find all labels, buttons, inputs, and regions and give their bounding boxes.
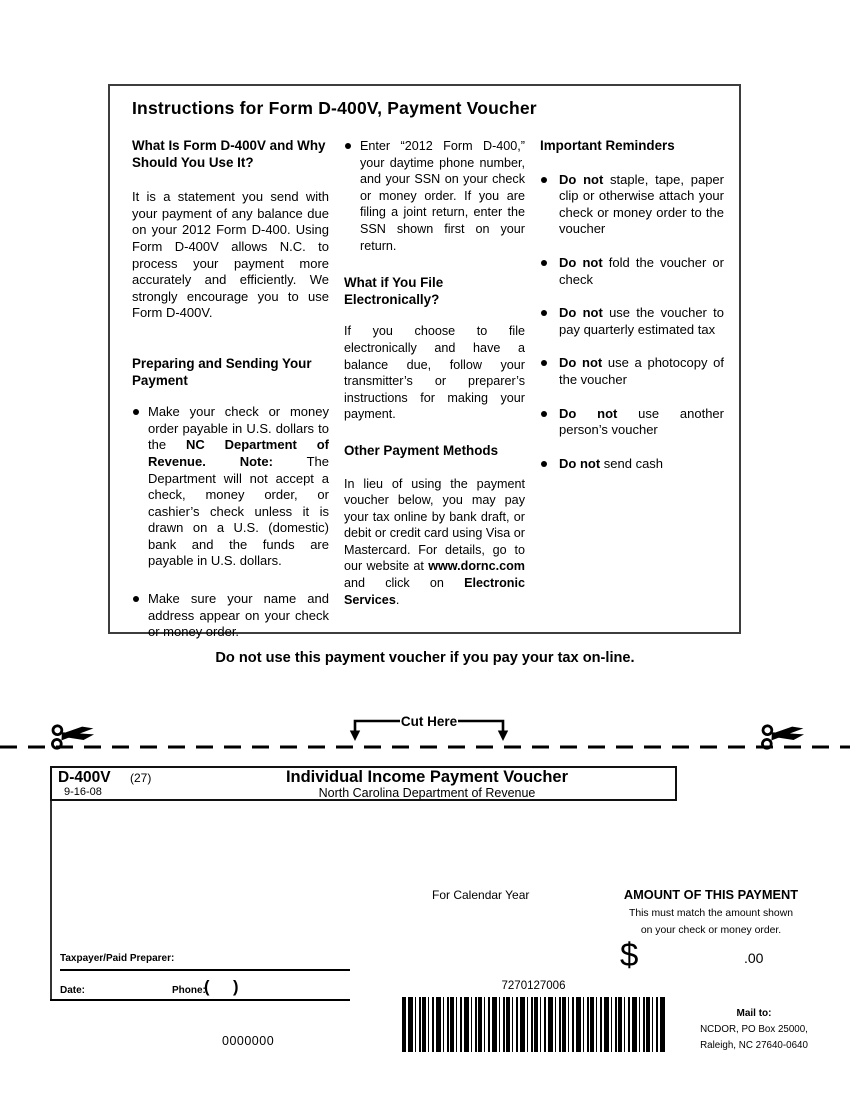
paragraph-what-is: It is a statement you send with your payment of any balance due on your 2012 Form D-400. Using Form D-400V allows N.C. to process your payment more accurately and efficiently. We strongly encourage you to use Form D-400V.: [132, 189, 329, 321]
section-heading-preparing: Preparing and Sending Your Payment: [132, 355, 312, 388]
instructions-column-1: [132, 138, 329, 641]
bullet-text: Make your check or money order payable in U.S. dollars to the NC Department of Revenue. Note: The Department will not accept a check, money order, or cashier’s check unless it is drawn on a U.S. (domestic) bank and the funds are payable in U.S. dollars.: [148, 404, 329, 569]
bullet-text: Make sure your name and address appear on your check or money order.: [148, 591, 329, 640]
bullet-dot: [345, 143, 351, 149]
reminder-item: Do not use another person’s voucher: [540, 406, 724, 439]
serial-number: 0000000: [222, 1034, 275, 1048]
voucher-left-border: [50, 801, 52, 1000]
cut-here-label: Cut Here: [400, 714, 458, 729]
phone-label: Phone:: [172, 985, 206, 996]
voucher-header: [50, 766, 677, 801]
paragraph-other-methods: In lieu of using the payment voucher below, you may pay your tax online by bank draft, or debit or credit card using Visa or Mastercard. For details, go to our website at www.dornc.com and click on Electronic Services.: [344, 476, 525, 607]
bullet-dot: [541, 411, 547, 417]
taxpayer-label: Taxpayer/Paid Preparer:: [60, 953, 175, 964]
bullet-dot: [541, 310, 547, 316]
mailto-address-2: Raleigh, NC 27640-0640: [700, 1040, 808, 1051]
phone-paren-open: (: [204, 978, 210, 996]
section-heading-other-methods: Other Payment Methods: [344, 442, 499, 458]
revision-date: 9-16-08: [64, 786, 102, 798]
mailto-label: Mail to:: [736, 1008, 772, 1019]
instructions-title: Instructions for Form D-400V, Payment Voucher: [132, 98, 537, 118]
section-heading-reminders: Important Reminders: [540, 138, 675, 153]
instructions-panel: [108, 84, 741, 640]
bullet-dot: [541, 360, 547, 366]
section-heading-what-is: What Is Form D-400V and Why Should You Use It?: [132, 138, 326, 170]
bullet-dot: [133, 409, 139, 415]
paragraph-electronically: If you choose to file electronically and have a balance due, follow your transmitter’s or preparer’s instructions for making your payment.: [344, 324, 525, 422]
amount-cents: .00: [744, 950, 764, 966]
phone-paren-close: ): [233, 978, 239, 996]
bullet-dot: [541, 177, 547, 183]
bullet-dot: [541, 260, 547, 266]
instructions-column-3: [540, 138, 724, 472]
bullet-item-name-address: [132, 591, 329, 641]
amount-block: [608, 887, 814, 936]
bullet-dot: [133, 596, 139, 602]
amount-heading: AMOUNT OF THIS PAYMENT: [623, 887, 799, 902]
barcode-number: 7270127006: [501, 980, 566, 992]
reminder-item: Do not use the voucher to pay quarterly estimated tax: [540, 305, 724, 338]
barcode: [402, 997, 665, 1052]
voucher-title-block: [202, 768, 652, 800]
dollar-sign: $: [620, 936, 639, 973]
reminder-item: Do not staple, tape, paper clip or otherwise attach your check or money order to the voucher: [540, 172, 724, 238]
online-payment-notice: Do not use this payment voucher if you pay your tax on-line.: [215, 650, 635, 666]
form-code: (27): [130, 771, 152, 785]
date-phone-field[interactable]: [50, 999, 350, 1001]
reminder-item: Do not send cash: [540, 456, 724, 473]
website-url: www.dornc.com: [428, 559, 525, 574]
bullet-item-check-payable: [132, 404, 329, 570]
amount-note-1: This must match the amount shown: [628, 908, 793, 919]
bullet-item-enter-form: [344, 138, 525, 254]
scissors-icon: [50, 720, 98, 750]
section-heading-electronically: What if You File Electronically?: [344, 275, 444, 307]
reminder-item: Do not fold the voucher or check: [540, 255, 724, 288]
instructions-column-2: [344, 138, 525, 608]
bullet-dot: [541, 461, 547, 467]
voucher-title: Individual Income Payment Voucher: [285, 768, 569, 786]
calendar-year-label: For Calendar Year: [432, 888, 530, 902]
voucher-subtitle: North Carolina Department of Revenue: [318, 786, 536, 800]
date-label: Date:: [60, 985, 86, 996]
mailto-block: [698, 1006, 810, 1054]
amount-note-2: on your check or money order.: [640, 925, 782, 936]
mailto-address-1: NCDOR, PO Box 25000,: [700, 1024, 808, 1035]
form-id: D-400V: [58, 769, 111, 786]
scissors-icon: [760, 720, 808, 750]
reminder-item: Do not use a photocopy of the voucher: [540, 355, 724, 388]
taxpayer-signature-field[interactable]: [60, 969, 350, 971]
bullet-text: Enter “2012 Form D-400,” your daytime phone number, and your SSN on your check or money order. If you are filing a joint return, enter the SSN shown first on your return.: [360, 139, 525, 253]
